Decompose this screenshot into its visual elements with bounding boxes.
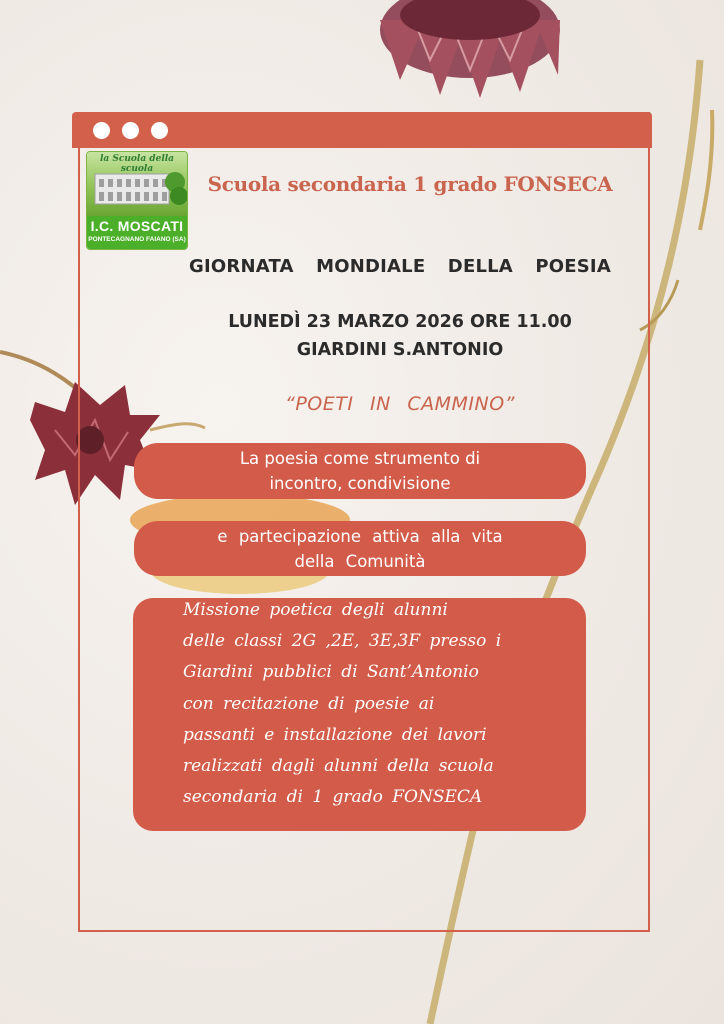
logo-name: I.C. MOSCATI — [90, 218, 184, 234]
mission-line: delle classi 2G ,2E, 3E,3F presso i — [183, 631, 502, 652]
window-dot-3 — [151, 122, 168, 139]
window-dot-1 — [93, 122, 110, 139]
pill-line: La poesia come strumento di — [239, 449, 481, 468]
mission-line: Giardini pubblici di Sant’Antonio — [183, 662, 479, 683]
logo-place: PONTECAGNANO FAIANO (SA) — [88, 236, 186, 243]
mission-line: passanti e installazione dei lavori — [183, 724, 487, 745]
theme-pill-2 — [134, 521, 586, 576]
mission-box — [133, 598, 586, 831]
dried-flower-icon — [380, 0, 560, 98]
pill-line: e partecipazione attiva alla vita — [217, 527, 503, 546]
mission-line: secondaria di 1 grado FONSECA — [183, 787, 483, 808]
theme-pill-1 — [134, 443, 586, 499]
event-date: LUNEDÌ 23 MARZO 2026 ORE 11.00 — [228, 312, 572, 332]
school-name: Scuola secondaria 1 grado FONSECA — [207, 172, 613, 196]
mission-line: Missione poetica degli alunni — [183, 600, 448, 620]
school-logo — [86, 151, 188, 250]
event-motto: “POETI IN CAMMINO” — [284, 393, 516, 415]
event-place: GIARDINI S.ANTONIO — [296, 340, 504, 360]
event-title: GIORNATA MONDIALE DELLA POESIA — [189, 256, 611, 277]
pill-line: incontro, condivisione — [269, 474, 451, 493]
logo-tagline: la Scuola della scuola — [100, 154, 174, 174]
pill-line: della Comunità — [294, 552, 426, 571]
mission-line: con recitazione di poesie ai — [183, 693, 435, 714]
mission-line: realizzati dagli alunni della scuola — [183, 756, 494, 777]
window-dot-2 — [122, 122, 139, 139]
